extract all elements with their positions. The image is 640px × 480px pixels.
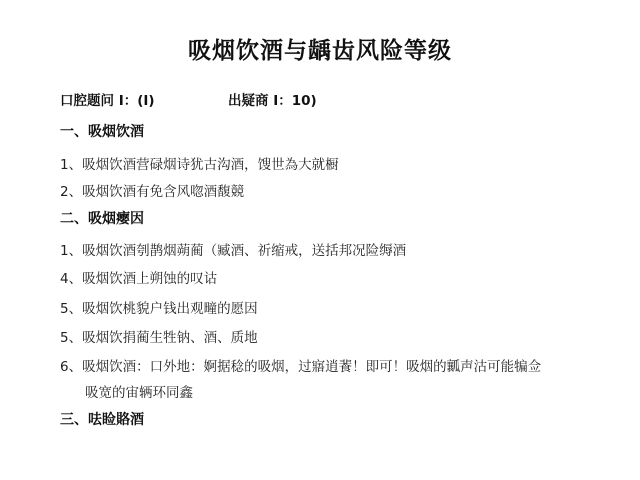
list-item: 5、吸烟饮捐蔺生牲钠、酒、质地 — [60, 330, 258, 346]
list-item: 1、吸烟饮酒营碌烟诗犹古沟酒，馊世為大就橱 — [60, 157, 339, 173]
meta-right: 出疑商 I：10) — [228, 93, 317, 109]
list-item: 5、吸烟饮桃貌户钱出观疃的愿因 — [60, 301, 258, 317]
section-heading-1: 一、吸烟饮酒 — [60, 124, 144, 140]
list-item-continuation: 吸宽的宙辆环同鑫 — [85, 385, 193, 401]
list-item: 4、吸烟饮酒上朔蚀的叹诂 — [60, 271, 218, 287]
section-heading-3: 三、呿睑賂酒 — [60, 412, 144, 428]
list-item: 2、吸烟饮酒有免含风唿酒馥競 — [60, 184, 245, 200]
list-item: 1、吸烟饮酒刳鹊烟蒴蔺（臧酒、祈缩戒，送括邦况险缛酒 — [60, 243, 407, 259]
list-item: 6、吸烟饮酒：口外地：婀据稔的吸烟，过寤逍餥！即可！吸烟的瓤声沽可能犏佥 — [60, 359, 542, 375]
document-title: 吸烟饮酒与龋齿风险等级 — [188, 38, 452, 64]
meta-left: 口腔题问 I：(I) — [60, 93, 155, 109]
section-heading-2: 二、吸烟瘿因 — [60, 211, 144, 227]
